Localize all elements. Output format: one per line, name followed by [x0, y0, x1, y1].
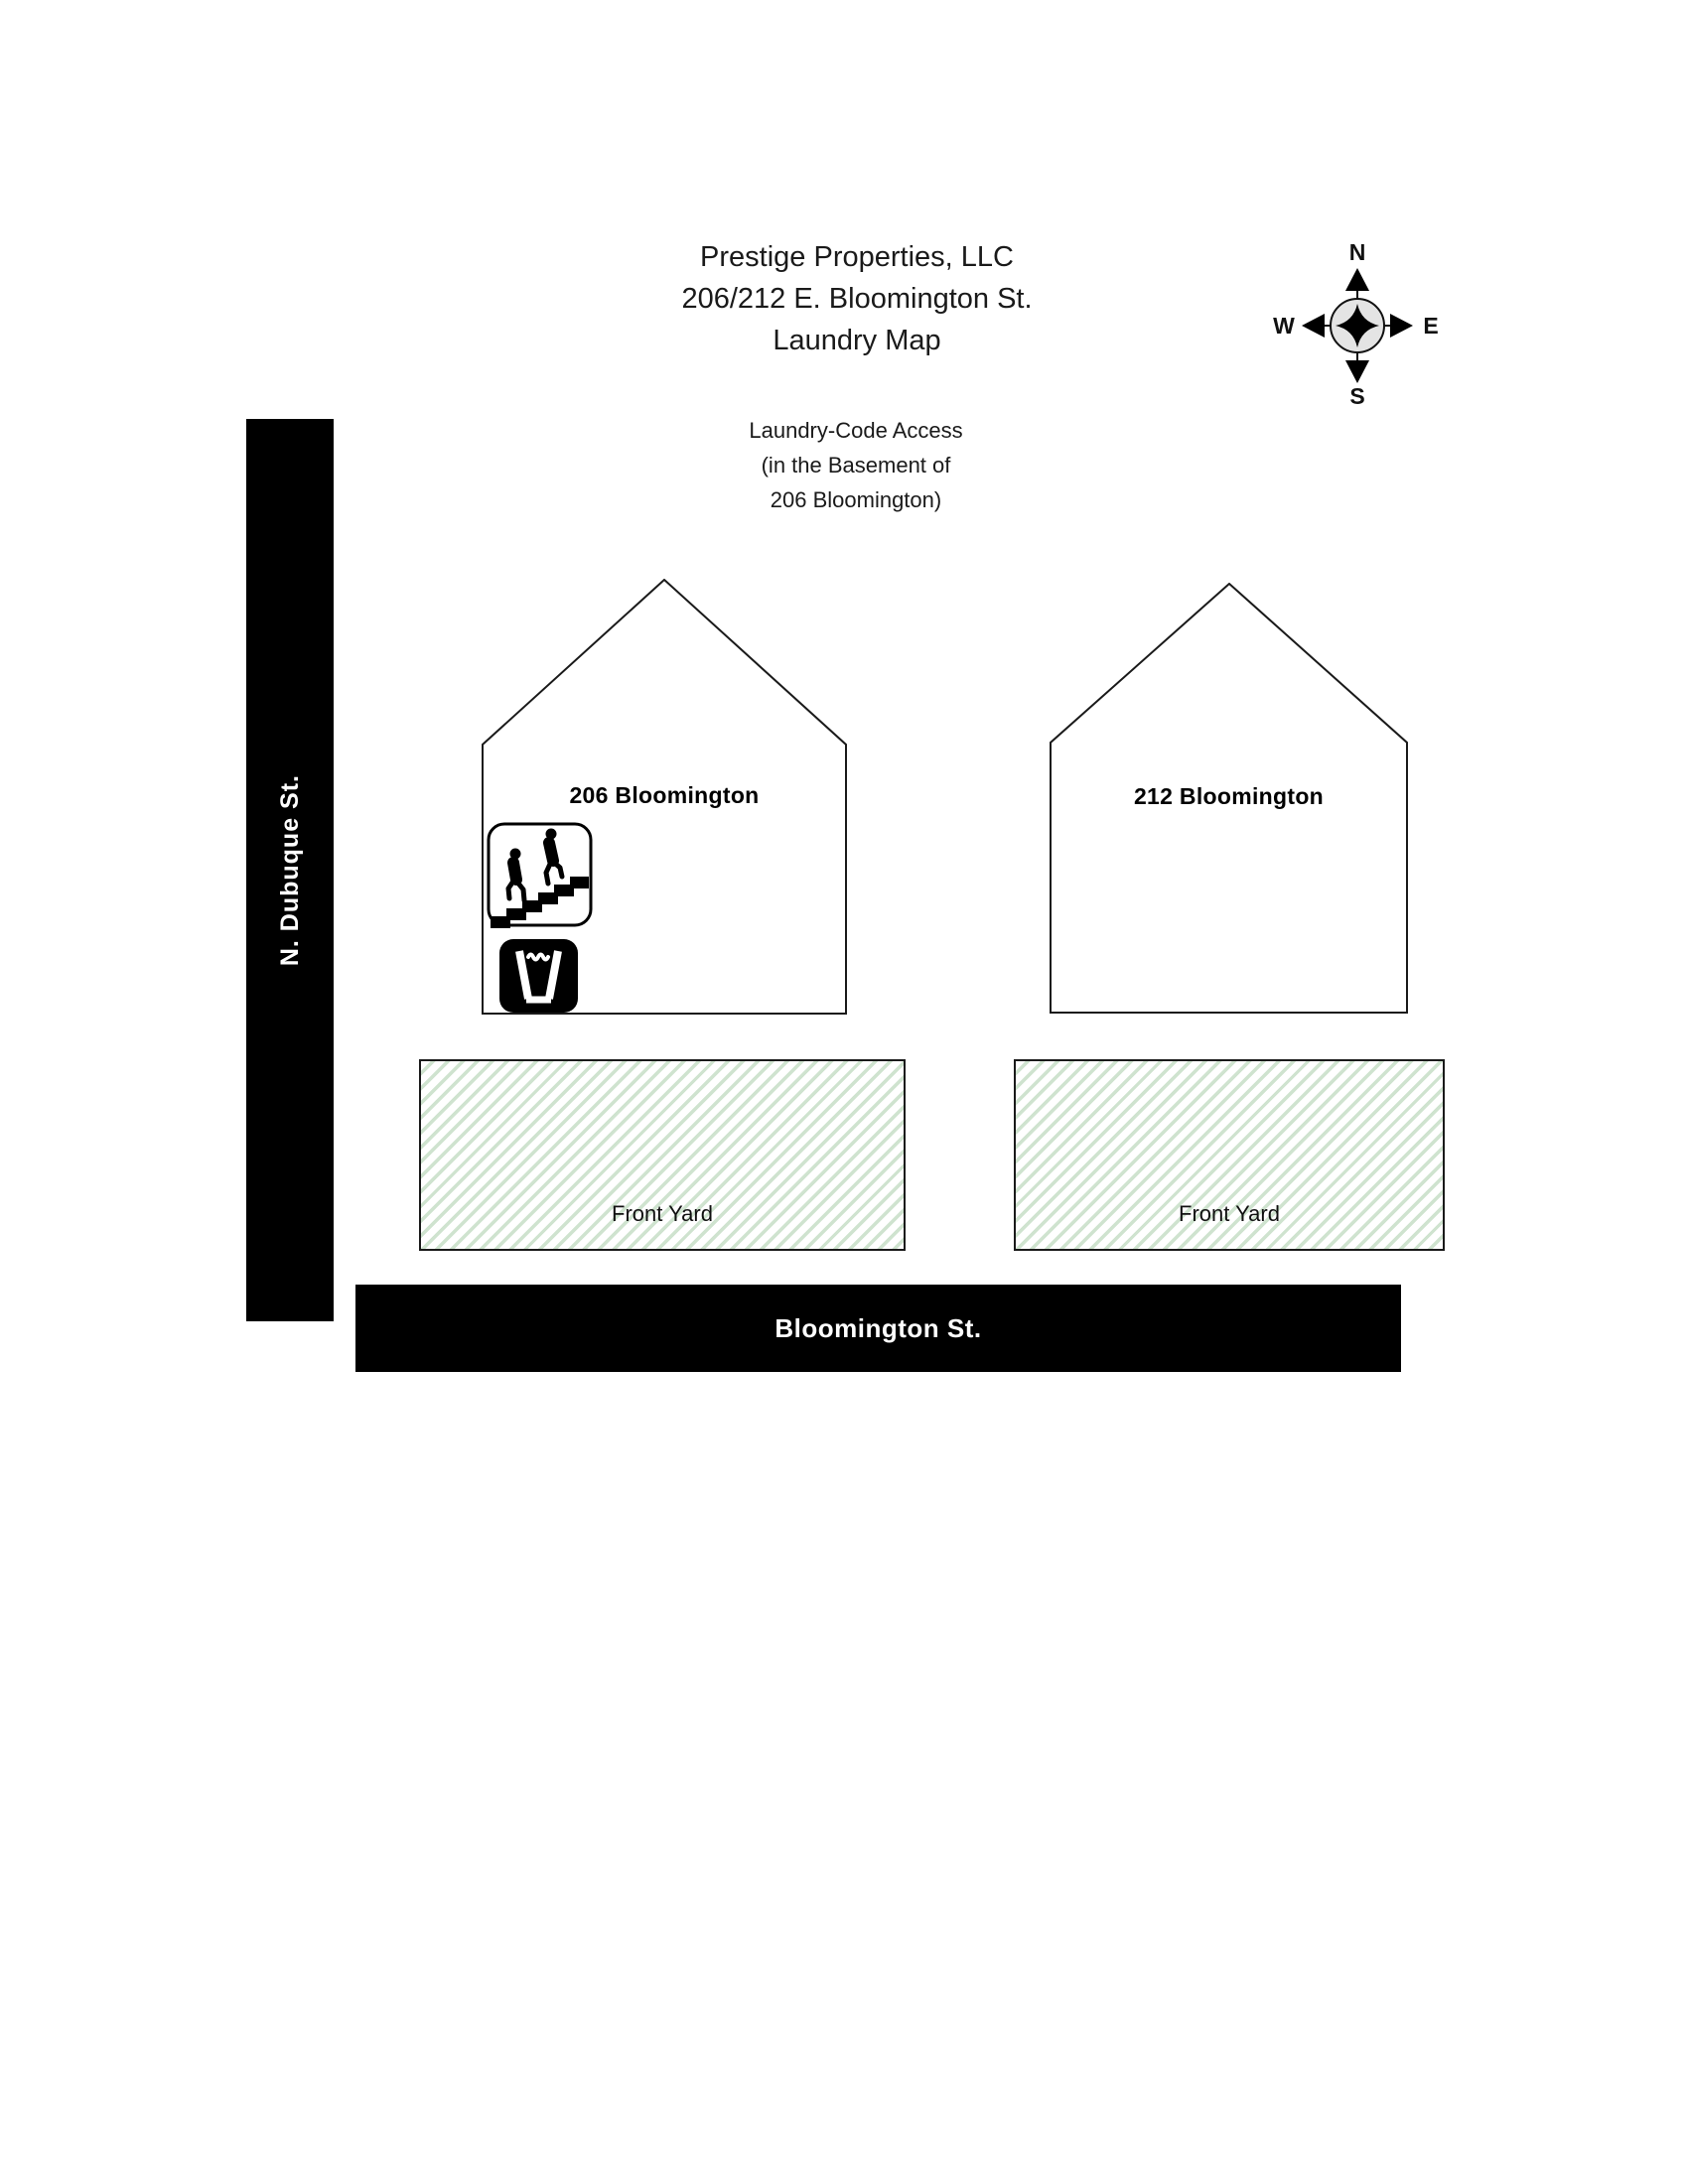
compass-east-label: E	[1423, 313, 1439, 339]
title-company: Prestige Properties, LLC	[700, 241, 1014, 273]
street-bloomington	[355, 1285, 1401, 1372]
laundry-access-note	[657, 413, 1055, 517]
compass-west-arrow-icon	[1302, 314, 1325, 338]
front-yard-212-label: Front Yard	[1179, 1201, 1280, 1226]
front-yard-212	[1014, 1059, 1445, 1251]
compass-south-arrow-icon	[1345, 360, 1369, 383]
compass-north-label: N	[1348, 239, 1366, 265]
note-line-1: Laundry-Code Access	[749, 418, 963, 443]
stairs-icon	[486, 821, 594, 928]
note-line-2: (in the Basement of	[761, 453, 951, 478]
note-line-3: 206 Bloomington)	[770, 487, 942, 512]
street-n-dubuque-label: N. Dubuque St.	[275, 773, 304, 967]
page-title	[584, 236, 1130, 361]
front-yard-206	[419, 1059, 906, 1251]
street-n-dubuque	[246, 419, 334, 1321]
title-address: 206/212 E. Bloomington St.	[681, 283, 1033, 315]
compass-north-arrow-icon	[1345, 268, 1369, 291]
title-map-name: Laundry Map	[773, 325, 941, 356]
compass-rose-icon	[1261, 238, 1460, 417]
building-206-label: 206 Bloomington	[569, 782, 760, 808]
street-bloomington-label: Bloomington St.	[774, 1312, 982, 1343]
compass-west-label: W	[1273, 313, 1295, 339]
laundry-basket-icon	[499, 939, 578, 1013]
front-yard-206-label: Front Yard	[612, 1201, 713, 1226]
compass-south-label: S	[1349, 383, 1365, 409]
compass-east-arrow-icon	[1390, 314, 1413, 338]
building-212-label: 212 Bloomington	[1133, 783, 1325, 809]
